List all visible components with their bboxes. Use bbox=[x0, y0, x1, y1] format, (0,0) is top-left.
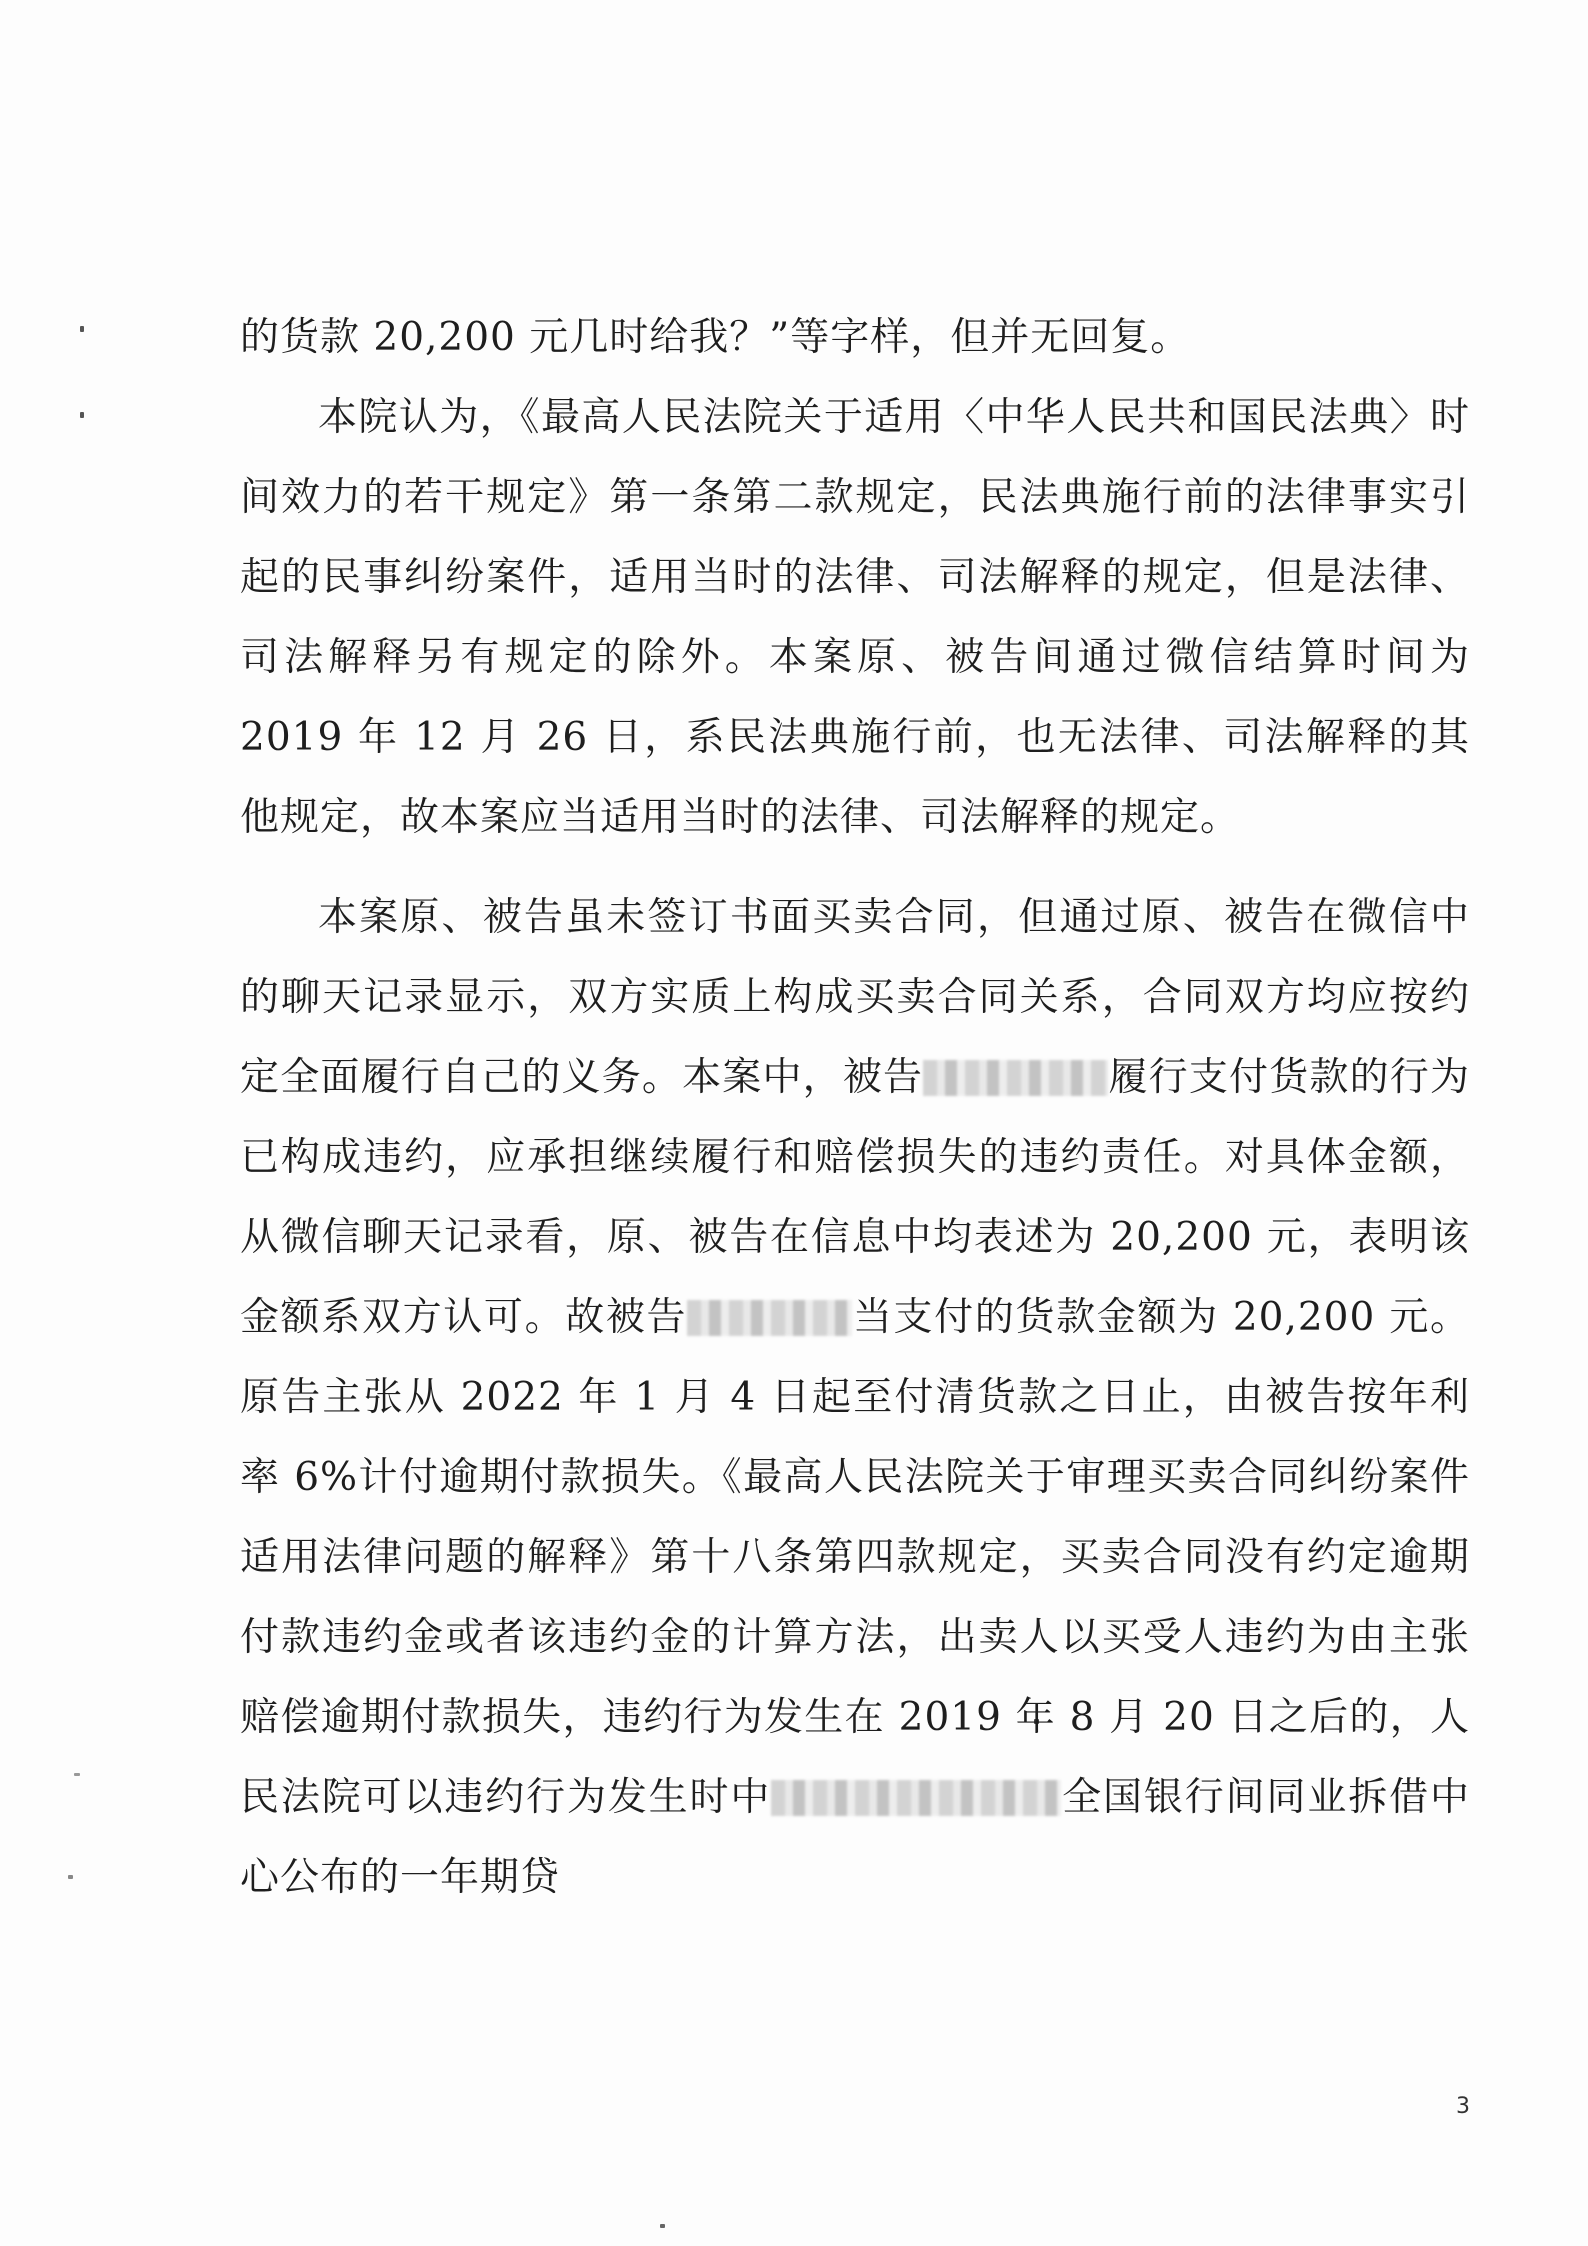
paragraph-continuation bbox=[240, 298, 1470, 378]
paragraph-text-part: 履行支付货款的行为已构成违约，应承担继续履行和赔偿损失的违约责任。对具体金额，从微信聊天记录看，原、被告在信息中均表述为 20,200 元，表明该金额系双方认可。故被告 bbox=[240, 1055, 1470, 1340]
line-text: 的货款 20,200 元几时给我？”等字样，但并无回复。 bbox=[240, 315, 1191, 360]
scan-mark bbox=[80, 412, 84, 418]
paragraph-text-part: 本案原、被告虽未签订书面买卖合同，但通过原、被告在微信中的聊天记录显示，双方实质上构成买卖合同关系，合同双方均应按约定全面履行自己的义务。本案中，被告 bbox=[240, 895, 1470, 1100]
redacted-text bbox=[771, 1780, 1061, 1816]
paragraph-text: 本院认为，《最高人民法院关于适用〈中华人民共和国民法典〉时间效力的若干规定》第一条第二款规定，民法典施行前的法律事实引起的民事纠纷案件，适用当时的法律、司法解释的规定，但是法律、司法解释另有规定的除外。本案原、被告间通过微信结算时间为 2019 年 12 月 26 日，系民法典施行前，也无法律、司法解释的其他规定，故本案应当适用当时的法律、司法解释的规定。 bbox=[240, 395, 1470, 840]
scan-mark bbox=[68, 1875, 73, 1879]
judgment-body-text bbox=[240, 298, 1470, 1918]
scan-mark bbox=[74, 1773, 80, 1776]
page-number: 3 bbox=[1456, 2094, 1470, 2119]
paragraph-text-part: 全国银行间同业拆借中心公布的一年期贷 bbox=[240, 1775, 1470, 1900]
paragraph-text-part: 当支付的货款金额为 20,200 元。原告主张从 2022 年 1 月 4 日起至付清货款之日止，由被告按年利率 6%计付逾期付款损失。《最高人民法院关于审理买卖合同纠纷案件适用法律问题的解释》第十八条第四款规定，买卖合同没有约定逾期付款违约金或者该违约金的计算方法，出卖人以买受人违约为由主张赔偿逾期付款损失，违约行为发生在 2019 年 8 月 20 日之后的，人民法院可以违约行为发生时中 bbox=[240, 1295, 1470, 1820]
paragraph-court-opinion bbox=[240, 378, 1470, 858]
redacted-name bbox=[687, 1300, 852, 1336]
scan-mark bbox=[80, 326, 84, 332]
redacted-name bbox=[923, 1060, 1108, 1096]
scan-mark bbox=[660, 2224, 665, 2228]
paragraph-contract-analysis bbox=[240, 878, 1470, 1918]
